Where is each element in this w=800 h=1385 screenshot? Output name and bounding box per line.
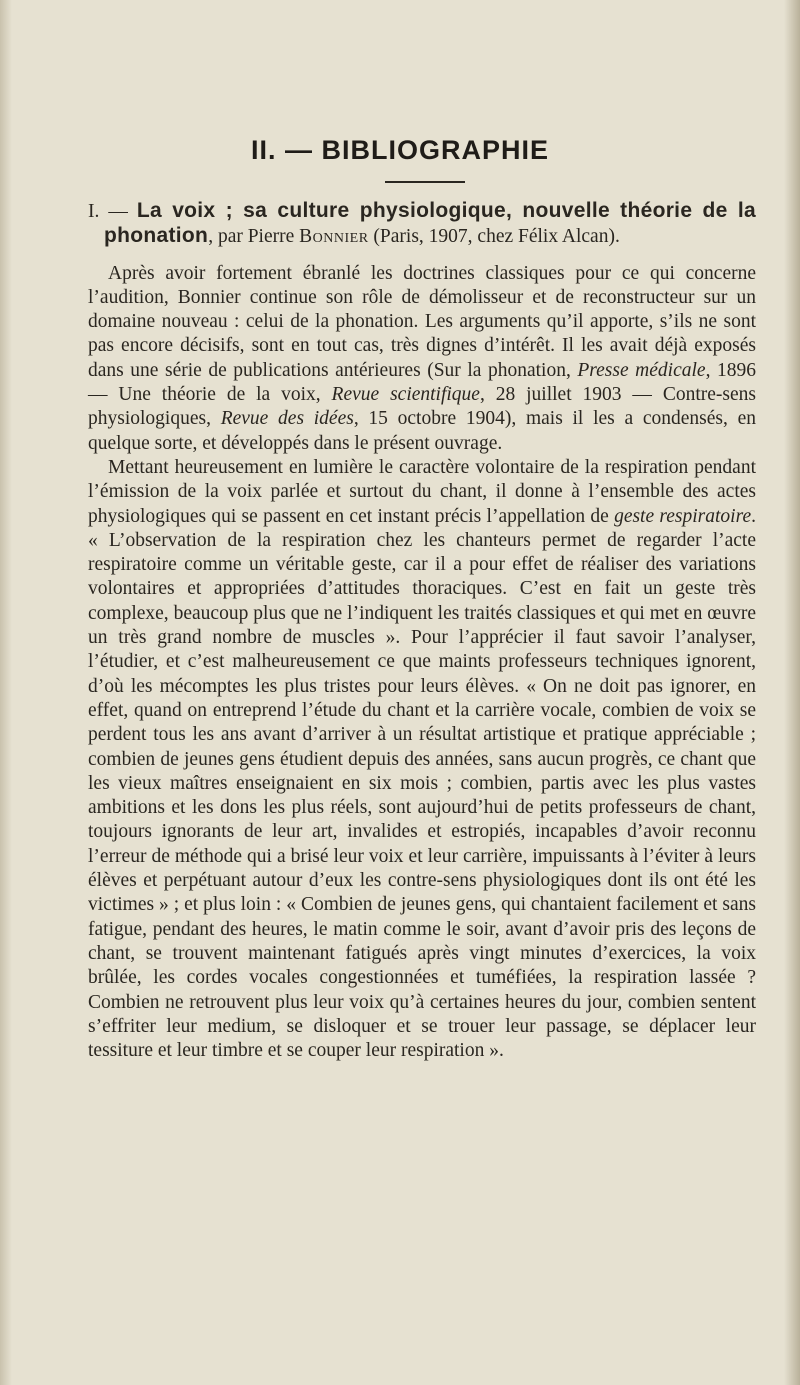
- section-title: II. — BIBLIOGRAPHIE: [250, 135, 550, 165]
- entry-publication: (Paris, 1907, chez Félix Alcan).: [368, 226, 620, 248]
- paragraph1-text-2: , 1896 — Une théorie de la voix,: [88, 359, 756, 406]
- term-geste-respiratoire: geste respiratoire: [614, 505, 752, 527]
- reference-revue-scientifique: Revue scientifique: [331, 384, 480, 406]
- page-edge-shadow: [784, 0, 800, 1385]
- paragraph2-text-2: . « L’observation de la respiration chez les chanteurs permet de regarder l’acte respiratoire comme un véritable geste, car il a pour effet de réaliser des variations volontaires et appropriées d’attitudes thoraciques. C’est en fait un geste très complexe, beaucoup plus que ne l’indiquent les traités classiques et qui met en œuvre un très grand nombre de muscles ». Pour l’apprécier il faut savoir l’analyser, l’étudier, et c’est malheureusement ce que maints professeurs techniques ignorent, d’où les mécomptes les plus tristes pour leurs élèves. « On ne doit pas ignorer, en effet, quand on entreprend l’étude du chant et la carrière vocale, combien de voix se perdent tous les ans avant d’arriver à un résultat artistique et pratique appréciable ; combien de jeunes gens étudient depuis des années, sans aucun progrès, ce chant que les vieux maîtres enseignaient en six mois ; combien, partis avec les plus vastes ambitions et les dons les plus réels, sont aujourd’hui de petits professeurs de chant, toujours ignorants de leur art, invalides et estropiés, incapables d’avoir reconnu l’erreur de méthode qui a brisé leur voix et leur carrière, impuissants à l’éviter à leurs élèves et perpétuant autour d’eux les contre-sens physiologiques dont ils ont été les victimes » ; et plus loin : « Combien de jeunes gens, qui chantaient facilement et sans fatigue, pendant des heures, le matin comme le soir, avant d’avoir pris des leçons de chant, se trouvent maintenant fatigués après vingt minutes d’exercices, la voix brûlée, les cordes vocales congestionnées et tuméfiées, la respiration lassée ? Combien ne retrouvent plus leur voix qu’à certaines heures du jour, combien sentent s’effriter leur medium, se disloquer et se trouer leur passage, se déplacer leur tessiture et leur timbre et se couper leur respiration ».: [88, 505, 757, 1062]
- title-rule: [385, 181, 465, 183]
- review-paragraph-2: [88, 456, 756, 1063]
- page-gutter-shadow: [0, 0, 12, 1385]
- paragraph1-text-1: Après avoir fortement ébranlé les doctrines classiques pour ce qui concerne l’audition, Bonnier continue son rôle de démolisseur et de reconstructeur sur un domaine nouveau : celui de la phonation. Les arguments qu’il apporte, s’ils ne sont pas encore décisifs, sont en tout cas, très dignes d’intérêt. Il les avait déjà exposés dans une série de publications antérieures (Sur la phonation,: [88, 262, 756, 381]
- reference-presse-medicale: Presse médicale: [577, 359, 706, 381]
- paragraph2-text-1: Mettant heureusement en lumière le caractère volontaire de la respiration pendant l’émission de la voix parlée et surtout du chant, il donne à l’ensemble des actes physiologiques qui se passent en cet instant précis l’appellation de: [88, 456, 756, 527]
- entry-book-title: La voix ; sa culture physiologique, nouvelle théorie de la phonation: [104, 199, 756, 248]
- entry-number: I. —: [88, 201, 137, 222]
- entry-by: , par Pierre: [208, 226, 300, 248]
- reference-revue-des-idees: Revue des idées: [220, 408, 354, 430]
- entry-heading: [88, 199, 756, 250]
- review-paragraph-1: [88, 262, 756, 456]
- entry-author: Bonnier: [299, 226, 369, 248]
- paragraph1-text-4: , 15 octobre 1904), mais il les a condensés, en quelque sorte, et développés dans le présent ouvrage.: [88, 408, 756, 454]
- bibliography-entry: [88, 199, 756, 1063]
- paragraph1-text-3: , 28 juillet 1903 — Contre-sens physiologiques,: [88, 384, 756, 430]
